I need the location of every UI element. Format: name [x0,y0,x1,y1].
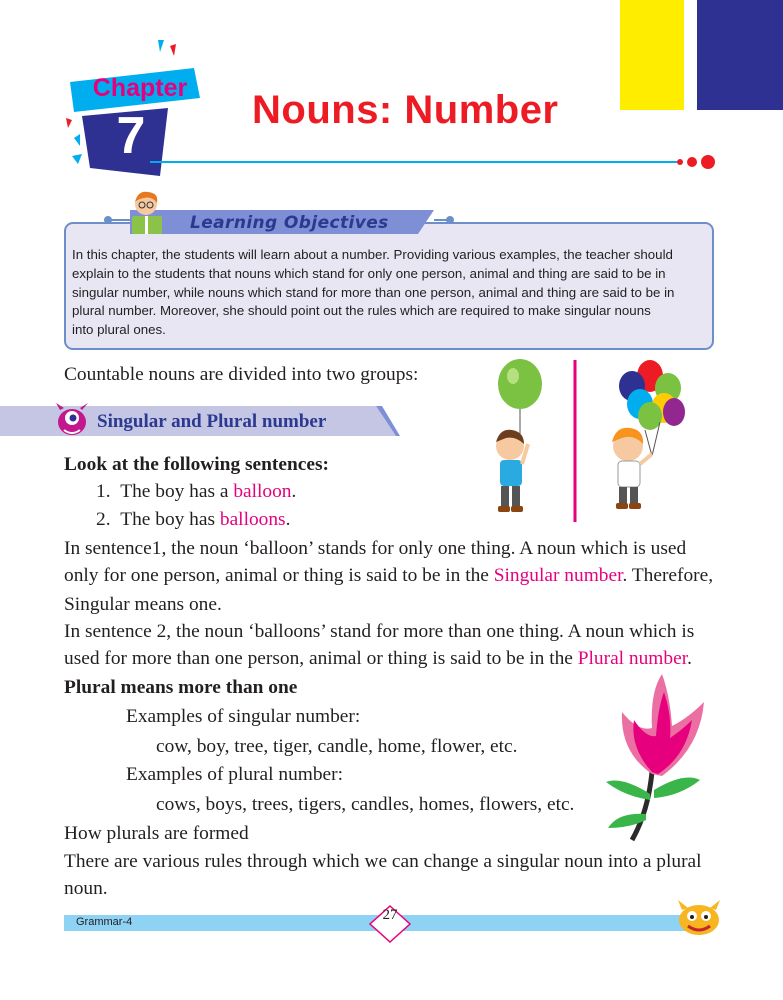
plural-heading: Plural means more than one [64,677,298,698]
lo-line: In this chapter, the students will learn about a number. Providing various examples, the teacher should [72,247,673,262]
lo-line: plural number. Moreover, she should point out the rules which are required to make singular nouns [72,303,651,319]
chapter-number: 7 [116,107,146,165]
lo-line: singular number, while nouns which stand for more than one person, animal and thing are said to be in [72,284,675,300]
example-sentence [96,509,290,531]
example-sentence [96,481,296,503]
example-highlight: balloons [219,509,286,530]
plural-examples-label: Examples of plural number: [126,764,344,785]
learning-objectives-text [72,246,712,340]
example-number: 1. [96,481,111,502]
plural-number-term: Plural number [577,648,688,669]
para1-text: only for one person, animal or thing is said to be in the [64,565,494,586]
example-highlight: balloon [233,481,292,502]
example-number: 2. [96,509,111,530]
para2-end: . [687,648,692,669]
pink-flower-illustration [600,672,720,848]
para2-line2 [64,648,692,670]
singular-examples-label: Examples of singular number: [126,706,361,727]
rules-line1: There are various rules through which we can change a singular noun into a plural [64,851,702,872]
monster-mascot-icon [52,400,92,440]
singular-means-one: Singular means one. [64,594,222,615]
singular-examples-words: cow, boy, tree, tiger, candle, home, flower, etc. [156,736,518,757]
example-end: . [285,509,291,530]
rules-line2: noun. [64,878,108,899]
example-text: The boy has a [120,481,234,502]
example-text: The boy has [120,509,220,530]
reading-boy-icon [126,190,170,236]
page-number: 27 [382,907,398,923]
page-title: Nouns: Number [252,88,559,132]
para1-line2 [64,565,713,587]
para1-end: . Therefore, [622,565,714,586]
section-title: Singular and Plural number [97,411,327,432]
how-plurals-formed: How plurals are formed [64,823,249,844]
singular-number-term: Singular number [493,565,623,586]
para2-text: used for more than one person, animal or thing is said to be in the [64,648,578,669]
example-end: . [291,481,297,502]
yellow-monster-icon [674,898,724,938]
lo-line: into plural ones. [72,322,166,338]
para1-line1: In sentence1, the noun ‘balloon’ stands for only one thing. A noun which is used [64,538,687,559]
footer-book-label: Grammar-4 [76,916,133,928]
look-heading: Look at the following sentences: [64,454,329,475]
learning-objectives-title: Learning Objectives [190,213,389,233]
intro-text: Countable nouns are divided into two groups: [64,364,419,385]
blue-corner-bar [697,0,783,110]
title-underline [150,152,720,172]
chapter-label: Chapter [92,74,188,102]
yellow-corner-bar [620,0,684,110]
balloon-boys-illustration [480,356,700,526]
lo-line: explain to the students that nouns which stand for only one person, animal and thing are said to be in [72,265,666,281]
plural-examples-words: cows, boys, trees, tigers, candles, homes, flowers, etc. [156,794,575,815]
para2-line1: In sentence 2, the noun ‘balloons’ stand for more than one thing. A noun which is [64,621,695,642]
